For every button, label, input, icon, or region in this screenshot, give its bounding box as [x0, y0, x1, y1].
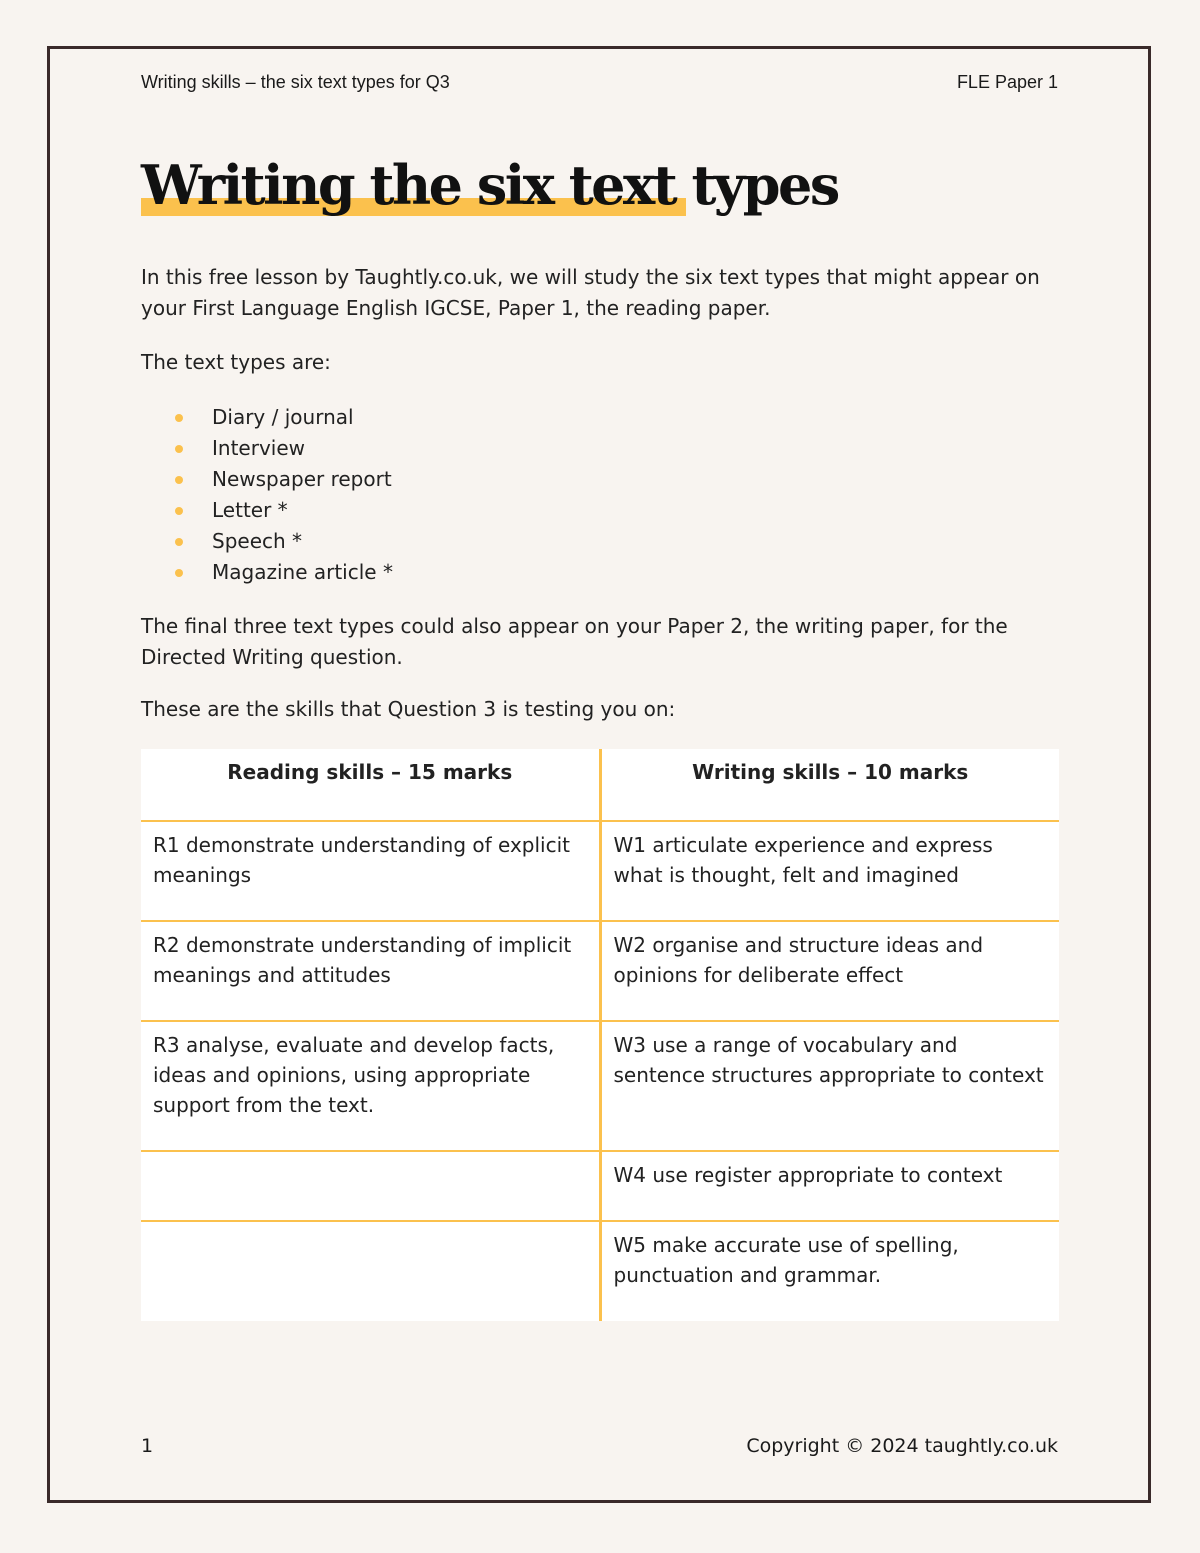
skills-lead: These are the skills that Question 3 is testing you on:	[141, 697, 676, 721]
table-cell: R1 demonstrate understanding of explicit meanings	[141, 821, 600, 921]
list-item	[141, 402, 393, 433]
table-cell	[141, 1151, 600, 1221]
bullet-icon	[175, 569, 183, 577]
types-lead: The text types are:	[141, 350, 331, 374]
list-item-label: Speech *	[212, 529, 303, 553]
table-cell: R2 demonstrate understanding of implicit meanings and attitudes	[141, 921, 600, 1021]
table-row	[141, 921, 1059, 1021]
bullet-icon	[175, 476, 183, 484]
table-cell: R3 analyse, evaluate and develop facts, ideas and opinions, using appropriate support from the text.	[141, 1021, 600, 1151]
copyright-notice: Copyright © 2024 taughtly.co.uk	[746, 1435, 1058, 1457]
running-header-title: Writing skills – the six text types for Q3	[141, 72, 450, 92]
title-block	[141, 150, 838, 220]
list-item	[141, 557, 393, 588]
reading-skills-header: Reading skills – 15 marks	[141, 749, 600, 821]
list-item	[141, 526, 393, 557]
table-row	[141, 1221, 1059, 1321]
running-header-paper: FLE Paper 1	[956, 72, 1058, 92]
bullet-icon	[175, 445, 183, 453]
table-header-row	[141, 749, 1059, 821]
table-cell	[141, 1221, 600, 1321]
text-types-list	[141, 402, 393, 588]
writing-skills-header: Writing skills – 10 marks	[600, 749, 1059, 821]
table-cell: W4 use register appropriate to context	[600, 1151, 1059, 1221]
list-item	[141, 433, 393, 464]
table-cell: W5 make accurate use of spelling, punctuation and grammar.	[613, 1233, 959, 1287]
bullet-icon	[175, 414, 183, 422]
page-number: 1	[141, 1435, 154, 1457]
list-item	[141, 464, 393, 495]
bullet-icon	[175, 507, 183, 515]
list-item-label: Diary / journal	[212, 405, 354, 429]
list-item-label: Newspaper report	[212, 467, 392, 491]
table-row	[141, 821, 1059, 921]
list-item-label: Magazine article *	[212, 560, 393, 584]
table-row	[141, 1021, 1059, 1151]
table-cell: W3 use a range of vocabulary and sentence structures appropriate to context	[600, 1021, 1059, 1151]
list-item-label: Interview	[212, 436, 305, 460]
list-item	[141, 495, 393, 526]
table-row	[141, 1151, 1059, 1221]
bullet-icon	[175, 538, 183, 546]
intro-paragraph: In this free lesson by Taughtly.co.uk, we will study the six text types that might appear on your First Language English IGCSE, Paper 1, the reading paper.	[141, 265, 1040, 320]
skills-table	[141, 749, 1059, 1321]
table-cell: W2 organise and structure ideas and opinions for deliberate effect	[600, 921, 1059, 1021]
final-note-paragraph: The final three text types could also appear on your Paper 2, the writing paper, for the Directed Writing question.	[141, 614, 1008, 669]
table-cell: W1 articulate experience and express what is thought, felt and imagined	[600, 821, 1059, 921]
list-item-label: Letter *	[212, 498, 288, 522]
page-title: Writing the six text types	[141, 153, 838, 217]
